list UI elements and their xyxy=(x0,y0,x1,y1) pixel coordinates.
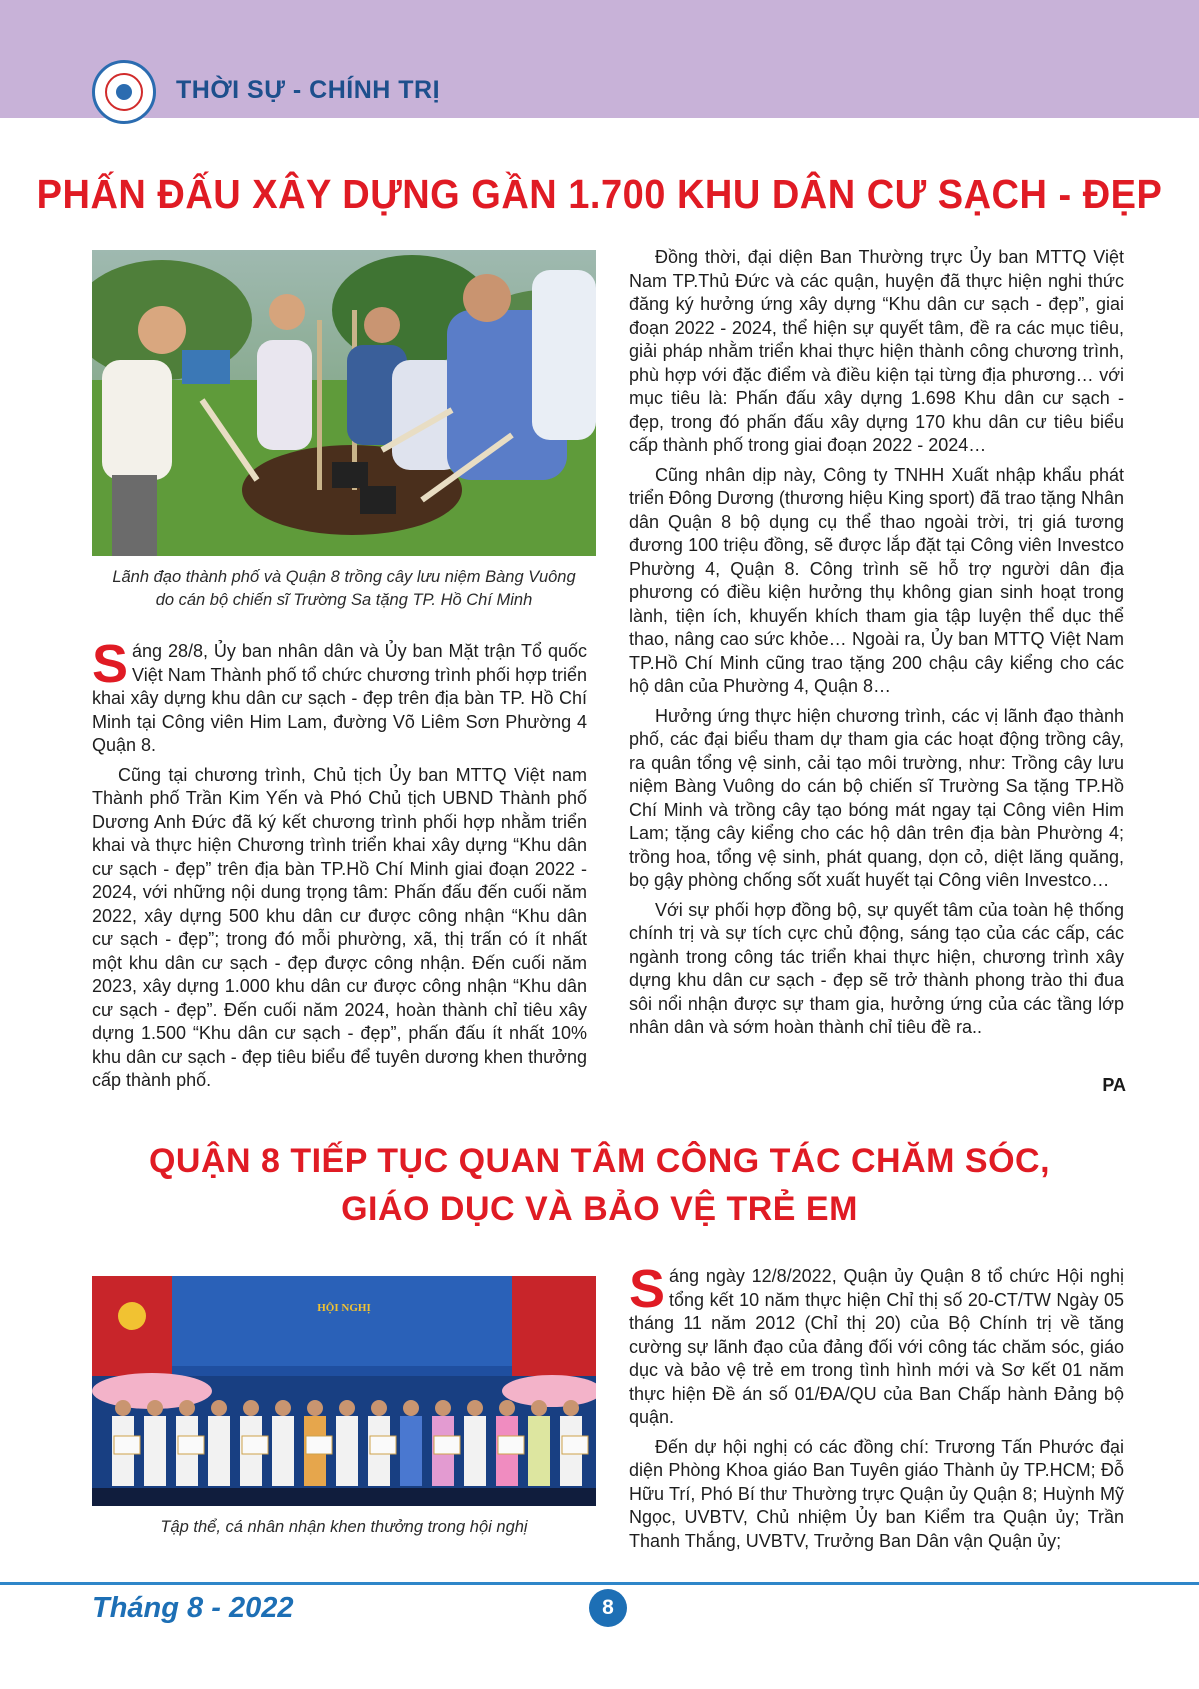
caption-line-1: Lãnh đạo thành phố và Quận 8 trồng cây lưu niệm Bàng Vuông xyxy=(112,568,576,586)
dropcap: S xyxy=(629,1259,666,1319)
award-ceremony-photo xyxy=(92,1276,596,1506)
article1-headline: PHẤN ĐẤU XÂY DỰNG GẦN 1.700 KHU DÂN CƯ SẠCH - ĐẸP xyxy=(36,172,1163,218)
dropcap: S xyxy=(92,634,129,694)
article1-paragraph: Đồng thời, đại diện Ban Thường trực Ủy ban MTTQ Việt Nam TP.Thủ Đức và các quận, huyện đã thực hiện nghi thức đăng ký hưởng ứng xây dựng “Khu dân cư sạch - đẹp”, giai đoạn 2022 - 2024, thể hiện sự quyết tâm, đề ra các mục tiêu, giải pháp nhằm triển khai thực hiện thành công chương trình, phù hợp với đặc điểm và điều kiện tại từng địa phương… với mục tiêu là: Phấn đấu xây dựng 1.698 Khu dân cư sạch - đẹp, trong đó phấn đấu xây dựng 170 khu dân cư tiêu biểu cấp thành phố trong giai đoạn 2022 - 2024… xyxy=(629,247,1124,455)
section-title: THỜI SỰ - CHÍNH TRỊ xyxy=(176,76,441,104)
banner-title: HỘI NGHỊ xyxy=(317,1302,371,1314)
footer-divider xyxy=(0,1582,1199,1585)
page-header xyxy=(0,0,1199,118)
caption-line-2: do cán bộ chiến sĩ Trường Sa tặng TP. Hồ Chí Minh xyxy=(155,591,533,609)
article1-left-column xyxy=(92,634,587,1099)
article1-paragraph: Cũng tại chương trình, Chủ tịch Ủy ban MTTQ Việt nam Thành phố Trần Kim Yến và Phó Chủ tịch UBND Thành phố Dương Anh Đức đã ký kết chương trình phối hợp nhằm triển khai và thực hiện Chương trình triển khai xây dựng “Khu dân cư sạch - đẹp” trên địa bàn TP.Hồ Chí Minh giai đoạn 2022 - 2024, với những nội dung trọng tâm: Phấn đấu đến cuối năm 2022, xây dựng 500 khu dân cư được công nhận “Khu dân cư sạch - đẹp”; trong đó mỗi phường, xã, thị trấn có ít nhất một khu dân cư sạch - đẹp được công nhận. Đến cuối năm 2023, xây dựng 1.000 khu dân cư được công nhận “Khu dân cư sạch - đẹp”. Đến cuối năm 2024, hoàn thành chỉ tiêu xây dựng 1.500 “Khu dân cư sạch - đẹp”, phấn đấu ít nhất 10% khu dân cư sạch - đẹp tiêu biểu để tuyên dương khen thưởng cấp thành phố. xyxy=(92,764,587,1090)
tree-planting-photo-caption xyxy=(92,566,596,612)
article2-paragraph: Đến dự hội nghị có các đồng chí: Trương Tấn Phước đại diện Phòng Khoa giáo Ban Tuyên giáo Thành ủy TP.HCM; Đỗ Hữu Trí, Phó Bí thư Thường trực Quận ủy Quận 8; Huỳnh Mỹ Ngọc, UVBTV, Chủ nhiệm Ủy ban Kiểm tra Quận ủy; Trần Thanh Thắng, UVBTV, Trưởng Ban Dân vận Quận ủy; xyxy=(629,1436,1124,1551)
article2-headline-line2: GIÁO DỤC VÀ BẢO VỆ TRẺ EM xyxy=(341,1190,858,1228)
article1-paragraph: Hưởng ứng thực hiện chương trình, các vị lãnh đạo thành phố, các đại biểu tham dự tham gia các hoạt động trồng cây, ra quân tổng vệ sinh, cải tạo môi trường, như: Trồng cây lưu niệm Bàng Vuông do cán bộ chiến sĩ Trường Sa tặng TP.Hồ Chí Minh và trồng cây tạo bóng mát ngay tại Công viên Him Lam; tặng cây kiểng cho các hộ dân trên địa bàn Phường 4; trồng hoa, tổng vệ sinh, phát quang, dọn cỏ, diệt lăng quăng, bọ gậy phòng chống sốt xuất huyết tại Công viên Investco… xyxy=(629,705,1124,890)
article1-author: PA xyxy=(1102,1075,1126,1095)
award-ceremony-photo-caption: Tập thể, cá nhân nhận khen thưởng trong hội nghị xyxy=(160,1518,528,1536)
page-number: 8 xyxy=(589,1589,627,1627)
article2-paragraph: Sáng ngày 12/8/2022, Quận ủy Quận 8 tổ chức Hội nghị tổng kết 10 năm thực hiện Chỉ thị số 20-CT/TW Ngày 05 tháng 11 năm 2012 (Chỉ thị 20) của Bộ Chính trị về tăng cường sự lãnh đạo của đảng đối với công tác chăm sóc, giáo dục và bảo vệ trẻ em trong tình hình mới và Sơ kết 01 năm thực hiện Đề án số 01/ĐA/QU của Ban Chấp hành Đảng bộ quận. xyxy=(629,1259,1124,1427)
article1-paragraph: Với sự phối hợp đồng bộ, sự quyết tâm của toàn hệ thống chính trị và sự tích cực chủ động, sáng tạo của các cấp, các ngành trong công tác triển khai thực hiện, chương trình xây dựng khu dân cư sạch - đẹp sẽ trở thành phong trào thi đua sôi nổi nhận được sự tham gia, hưởng ứng của các tầng lớp nhân dân và sớm hoàn thành chỉ tiêu đề ra.. xyxy=(629,899,1124,1037)
article1-right-column xyxy=(629,246,1124,1046)
footer-issue-date: Tháng 8 - 2022 xyxy=(92,1592,294,1624)
article2-right-column xyxy=(629,1259,1124,1559)
district-8-emblem-icon xyxy=(92,60,156,124)
article1-paragraph: Sáng 28/8, Ủy ban nhân dân và Ủy ban Mặt trận Tổ quốc Việt Nam Thành phố tổ chức chương trình phối hợp triển khai xây dựng khu dân cư sạch - đẹp trên địa bàn TP. Hồ Chí Minh tại Công viên Him Lam, đường Võ Liêm Sơn Phường 4 Quận 8. xyxy=(92,634,587,755)
article2-headline-line1: QUẬN 8 TIẾP TỤC QUAN TÂM CÔNG TÁC CHĂM SÓC, xyxy=(148,1142,1051,1180)
tree-planting-photo xyxy=(92,250,596,556)
article1-paragraph: Cũng nhân dịp này, Công ty TNHH Xuất nhập khẩu phát triển Đông Dương (thương hiệu King sport) đã trao tặng Nhân dân Quận 8 bộ dụng cụ thể thao ngoài trời, trị giá tương đương 100 triệu đồng, sẽ được lắp đặt tại Công viên Investco Phường 4, Quận 8. Công trình sẽ hỗ trợ người dân địa phương có điều kiện hưởng thụ không gian sinh hoạt trong lành, tiện ích, khuyến khích tham gia tập luyện thể dục thể thao, nâng cao sức khỏe… Ngoài ra, Ủy ban MTTQ Việt Nam TP.Hồ Chí Minh cũng trao tặng 200 chậu cây kiểng cho các hộ dân của Phường 4, Quận 8… xyxy=(629,464,1124,696)
